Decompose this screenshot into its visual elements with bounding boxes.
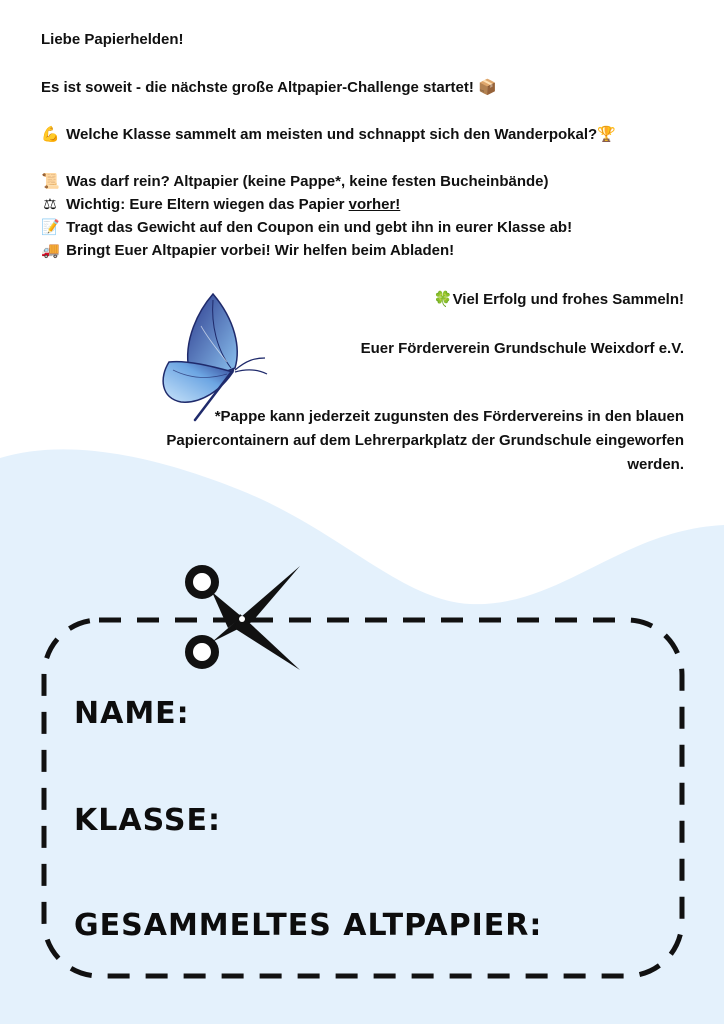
- rule-text-4: Bringt Euer Altpapier vorbei! Wir helfen beim Abladen!: [66, 242, 455, 259]
- class-label: KLASSE:: [74, 803, 221, 838]
- clover-icon: 🍀: [433, 291, 453, 308]
- collected-paper-label: GESAMMELTES ALTPAPIER:: [74, 908, 543, 943]
- truck-icon: 🚚: [41, 242, 60, 259]
- scroll-icon: 📜: [41, 173, 60, 190]
- closing-text: Viel Erfolg und frohes Sammeln!: [452, 291, 684, 308]
- scales-icon: ⚖: [43, 196, 57, 213]
- footnote: *Pappe kann jederzeit zugunsten des Fördervereins in den blauen Papiercontainern auf dem Lehrerparkplatz der Grundschule eingeworfen werden.: [166, 408, 684, 473]
- scissors-icon: [182, 562, 304, 674]
- memo-icon: 📝: [41, 219, 60, 236]
- rule-text-2: Wichtig: Eure Eltern wiegen das Papier: [66, 196, 349, 213]
- intro-text: Es ist soweit - die nächste große Altpapier-Challenge startet!: [41, 79, 474, 96]
- greeting: Liebe Papierhelden!: [41, 31, 184, 48]
- rule-text-2-underlined: vorher!: [348, 196, 401, 213]
- trophy-icon: 🏆: [597, 126, 616, 143]
- name-label: NAME:: [74, 696, 190, 731]
- flexed-biceps-icon: 💪: [41, 126, 60, 143]
- question-text: Welche Klasse sammelt am meisten und schnappt sich den Wanderpokal?: [66, 126, 598, 143]
- rule-text-1: Was darf rein? Altpapier (keine Pappe*, keine festen Bucheinbände): [66, 173, 549, 190]
- signature: Euer Förderverein Grundschule Weixdorf e.V.: [360, 340, 684, 357]
- package-icon: 📦: [478, 79, 497, 96]
- rule-text-3: Tragt das Gewicht auf den Coupon ein und gebt ihn in eurer Klasse ab!: [66, 219, 573, 236]
